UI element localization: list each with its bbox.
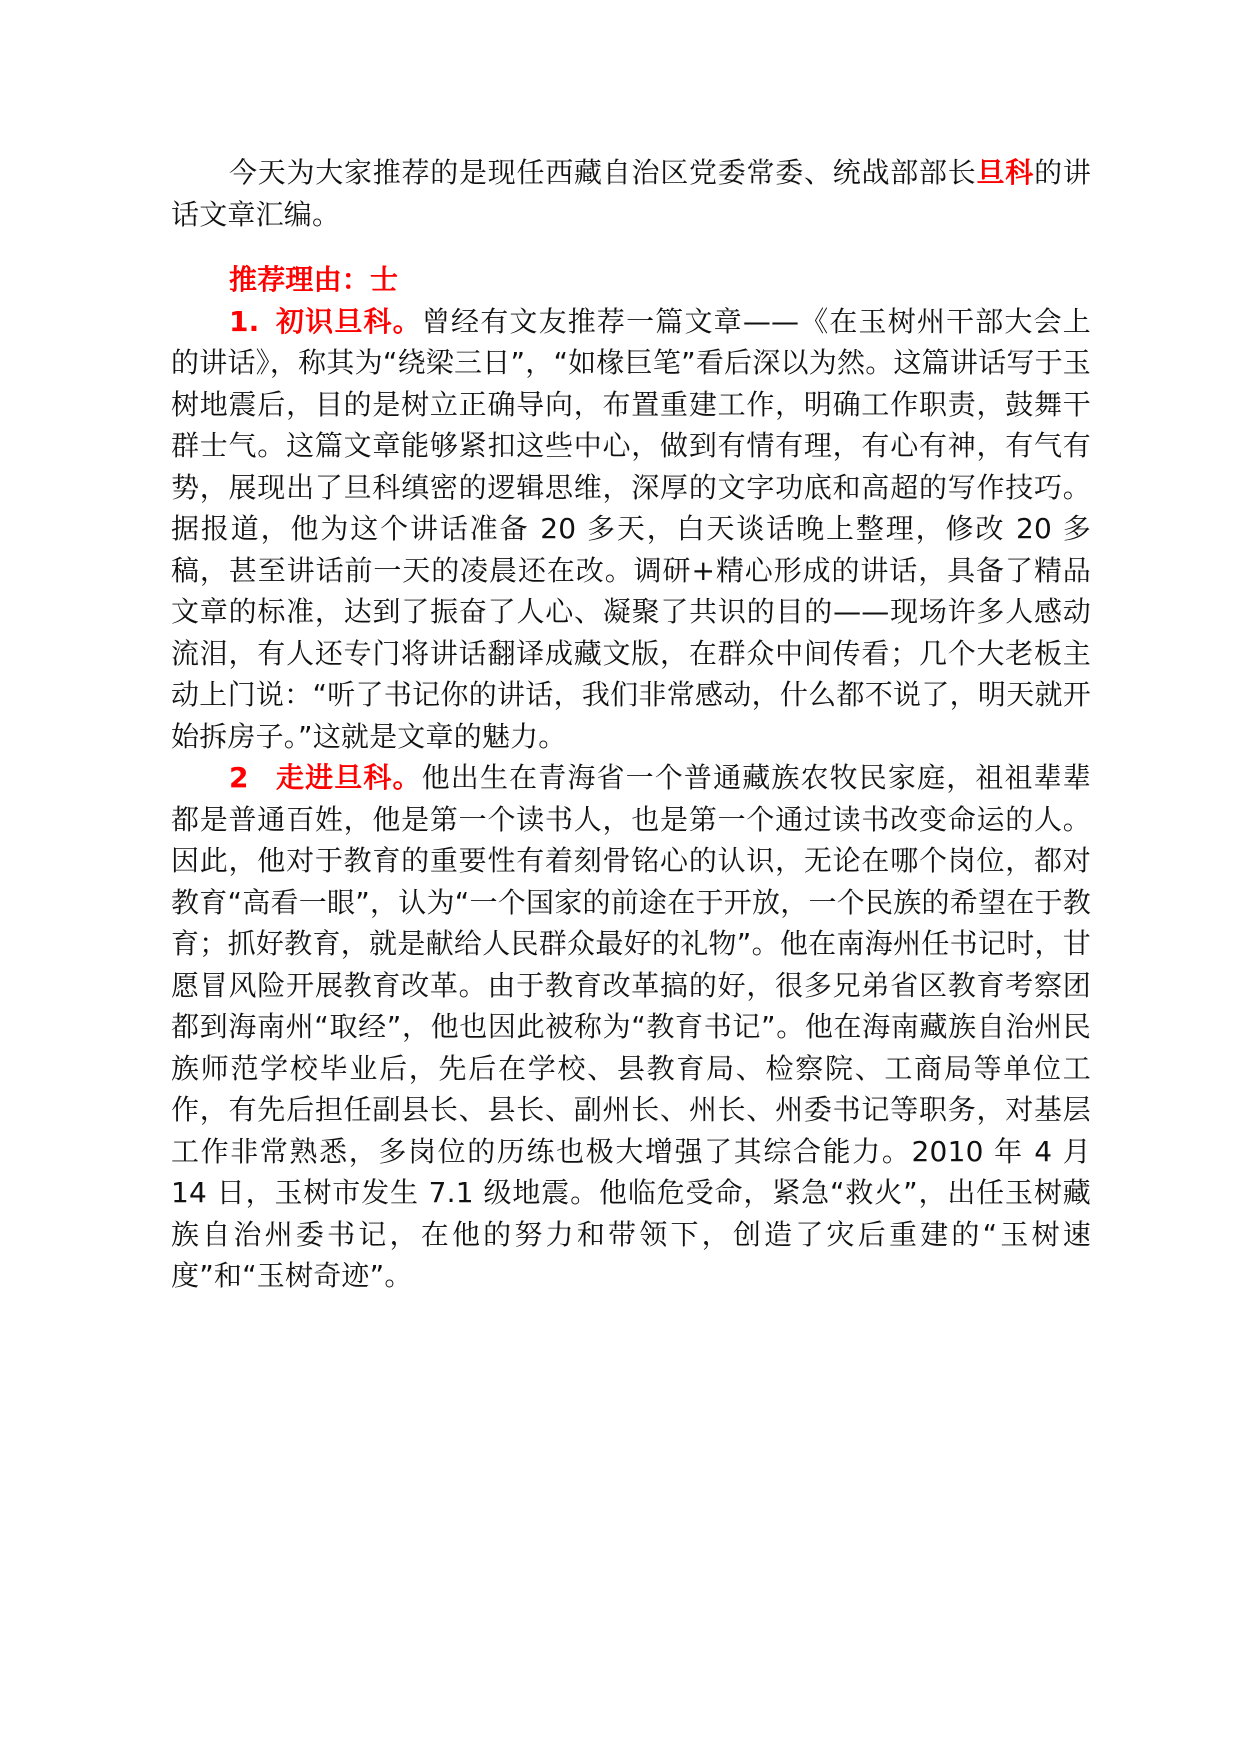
- article-body: [171, 152, 1091, 1297]
- reason-body: 曾经有文友推荐一篇文章——《在玉树州干部大会上的讲话》，称其为“绕梁三日”，“如椽巨笔”看后深以为然。这篇讲话写于玉树地震后，目的是树立正确导向，布置重建工作，明确工作职责，鼓舞干群士气。这篇文章能够紧扣这些中心，做到有情有理，有心有神，有气有势，展现出了旦科缜密的逻辑思维，深厚的文字功底和高超的写作技巧。据报道，他为这个讲话准备 20 多天，白天谈话晚上整理，修改 20 多稿，甚至讲话前一天的凌晨还在改。调研+精心形成的讲话，具备了精品文章的标准，达到了振奋了人心、凝聚了共识的目的——现场许多人感动流泪，有人还专门将讲话翻译成藏文版，在群众中间传看；几个大老板主动上门说：“听了书记你的讲话，我们非常感动，什么都不说了，明天就开始拆房子。”这就是文章的魅力。: [171, 304, 1091, 753]
- intro-paragraph: [171, 152, 1091, 235]
- reason-paragraph-1: [171, 301, 1091, 758]
- reason-title: 初识旦科。: [275, 304, 422, 338]
- reason-number: 2: [229, 761, 249, 794]
- reasons-heading: [171, 259, 1091, 301]
- intro-text-end: 的讲话文章汇编。: [171, 156, 1092, 231]
- reasons-heading-text: 推荐理由：士: [229, 263, 399, 296]
- reason-paragraph-2: [171, 757, 1091, 1297]
- person-name-highlight: 旦科: [976, 156, 1035, 189]
- reason-body: 他出生在青海省一个普通藏族农牧民家庭，祖祖辈辈都是普通百姓，他是第一个读书人，也是第一个通过读书改变命运的人。因此，他对于教育的重要性有着刻骨铭心的认识，无论在哪个岗位，都对教育“高看一眼”，认为“一个国家的前途在于开放，一个民族的希望在于教育；抓好教育，就是献给人民群众最好的礼物”。他在南海州任书记时，甘愿冒风险开展教育改革。由于教育改革搞的好，很多兄弟省区教育考察团都到海南州“取经”，他也因此被称为“教育书记”。他在海南藏族自治州民族师范学校毕业后，先后在学校、县教育局、检察院、工商局等单位工作，有先后担任副县长、县长、副州长、州长、州委书记等职务，对基层工作非常熟悉，多岗位的历练也极大增强了其综合能力。2010 年 4 月 14 日，玉树市发生 7.1 级地震。他临危受命，紧急“救火”，出任玉树藏族自治州委书记，在他的努力和带领下，创造了灾后重建的“玉树速度”和“玉树奇迹”。: [171, 761, 1091, 1292]
- reason-number: 1.: [229, 304, 260, 338]
- reason-title: 走进旦科。: [275, 761, 422, 794]
- intro-text: 今天为大家推荐的是现任西藏自治区党委常委、统战部部长: [229, 156, 977, 189]
